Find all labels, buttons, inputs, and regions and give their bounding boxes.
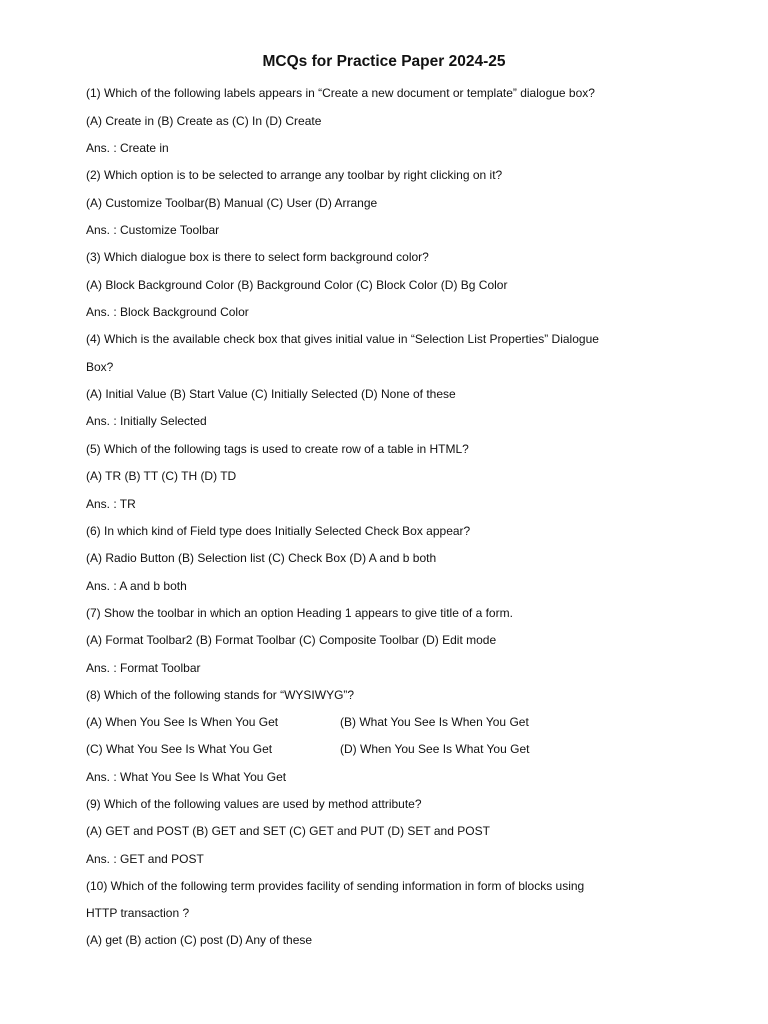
question-7: (7) Show the toolbar in which an option Heading 1 appears to give title of a form. bbox=[86, 606, 513, 620]
options-2: (A) Customize Toolbar(B) Manual (C) User (D) Arrange bbox=[86, 196, 378, 210]
options-5: (A) TR (B) TT (C) TH (D) TD bbox=[86, 469, 237, 483]
options-1: (A) Create in (B) Create as (C) In (D) Create bbox=[86, 114, 322, 128]
question-5: (5) Which of the following tags is used to create row of a table in HTML? bbox=[86, 442, 469, 456]
question-4: (4) Which is the available check box that gives initial value in “Selection List Properties” Dialogue bbox=[86, 332, 599, 346]
option-8-a: (A) When You See Is When You Get bbox=[86, 715, 279, 729]
question-8: (8) Which of the following stands for “WYSIWYG”? bbox=[86, 688, 355, 702]
options-6: (A) Radio Button (B) Selection list (C) Check Box (D) A and b both bbox=[86, 551, 437, 565]
answer-7: Ans. : Format Toolbar bbox=[86, 661, 201, 675]
options-3: (A) Block Background Color (B) Background Color (C) Block Color (D) Bg Color bbox=[86, 278, 508, 292]
option-8-b: (B) What You See Is When You Get bbox=[340, 715, 529, 729]
option-8-c: (C) What You See Is What You Get bbox=[86, 742, 273, 756]
options-7: (A) Format Toolbar2 (B) Format Toolbar (C) Composite Toolbar (D) Edit mode bbox=[86, 633, 497, 647]
answer-6: Ans. : A and b both bbox=[86, 579, 187, 593]
answer-8: Ans. : What You See Is What You Get bbox=[86, 770, 287, 784]
options-9: (A) GET and POST (B) GET and SET (C) GET and PUT (D) SET and POST bbox=[86, 824, 490, 838]
question-6: (6) In which kind of Field type does Initially Selected Check Box appear? bbox=[86, 524, 471, 538]
question-3: (3) Which dialogue box is there to select form background color? bbox=[86, 250, 429, 264]
question-10: (10) Which of the following term provides facility of sending information in form of blocks using bbox=[86, 879, 585, 893]
page-title: MCQs for Practice Paper 2024-25 bbox=[262, 53, 506, 70]
question-9: (9) Which of the following values are used by method attribute? bbox=[86, 797, 422, 811]
answer-3: Ans. : Block Background Color bbox=[86, 305, 249, 319]
options-10: (A) get (B) action (C) post (D) Any of these bbox=[86, 933, 313, 947]
question-1: (1) Which of the following labels appears in “Create a new document or template” dialogue box? bbox=[86, 86, 595, 100]
question-10-cont: HTTP transaction ? bbox=[86, 906, 190, 920]
answer-4: Ans. : Initially Selected bbox=[86, 414, 207, 428]
option-8-d: (D) When You See Is What You Get bbox=[340, 742, 530, 756]
question-4-cont: Box? bbox=[86, 360, 114, 374]
answer-2: Ans. : Customize Toolbar bbox=[86, 223, 220, 237]
answer-1: Ans. : Create in bbox=[86, 141, 169, 155]
question-2: (2) Which option is to be selected to arrange any toolbar by right clicking on it? bbox=[86, 168, 503, 182]
options-4: (A) Initial Value (B) Start Value (C) Initially Selected (D) None of these bbox=[86, 387, 456, 401]
answer-9: Ans. : GET and POST bbox=[86, 852, 204, 866]
answer-5: Ans. : TR bbox=[86, 497, 136, 511]
